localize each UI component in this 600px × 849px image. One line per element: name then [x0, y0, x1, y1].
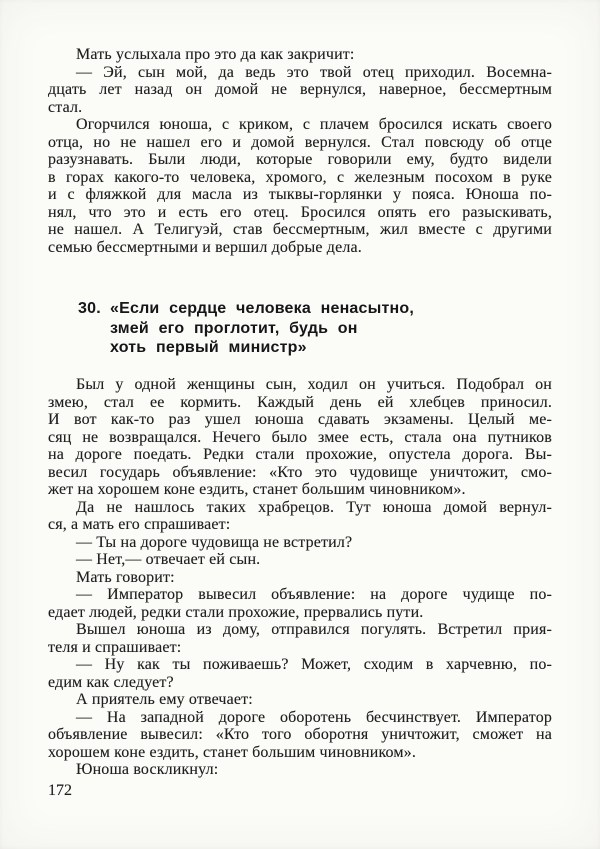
- text-line: змею, стал ее кормить. Каждый день ей хлебцев приносил.: [48, 393, 552, 411]
- text-line: — Эй, сын мой, да ведь это твой отец приходил. Восемна-: [76, 63, 552, 81]
- text-line: Огорчился юноша, с криком, с плачем бросился искать своего: [76, 116, 552, 133]
- page-number: 172: [48, 782, 72, 799]
- text-line: — Нет,— отвечает ей сын.: [76, 551, 261, 568]
- text-line: — На западной дороге оборотень бесчинствует. Император: [76, 708, 552, 726]
- text-line: Мать говорит:: [76, 568, 175, 586]
- text-line: на дороге поедать. Редки стали прохожие, опустела дорога. Вы-: [48, 446, 552, 463]
- text-line: — Император вывесил объявление: на дороге чудище по-: [76, 586, 552, 603]
- text-line: не нашел. А Телигуэй, став бессмертным, жил вместе с другими: [48, 221, 552, 238]
- text-line: Мать услыхала про это да как закричит:: [76, 46, 355, 63]
- text-line: семью бессмертными и вершил добрые дела.: [48, 238, 362, 256]
- text-line: дцать лет назад он домой не вернулся, наверное, бессмертным: [48, 81, 552, 98]
- text-line: объявление вывесил: «Кто того оборотня уничтожит, сможет на: [48, 726, 552, 743]
- text-line: и с фляжкой для масла из тыквы-горлянки у пояса. Юноша по-: [48, 186, 552, 203]
- text-line: отца, но не нашел его и домой вернулся. Стал повсюду об отце: [48, 133, 552, 151]
- text-line: И вот как-то раз ушел юноша сдавать экзамены. Целый ме-: [48, 411, 552, 428]
- text-line: — Ты на дороге чудовища не встретил?: [76, 533, 353, 551]
- text-line: хорошем коне ездить, станет большим чиновником».: [48, 743, 416, 761]
- chapter-title: [110, 299, 414, 358]
- text-line: едает людей, редки стали прохожие, прервались пути.: [48, 603, 424, 621]
- text-line: сяц не возвращался. Нечего было змее есть, стала она путников: [48, 428, 552, 446]
- text-line: Был у одной женщины сын, ходил он учиться. Подобрал он: [76, 376, 552, 393]
- text-line: ся, а мать его спрашивает:: [48, 516, 231, 533]
- tale-body: [48, 376, 552, 779]
- previous-tale-ending: [48, 46, 552, 256]
- text-line: стал.: [48, 98, 83, 116]
- chapter-title-line: хоть первый министр»: [110, 339, 307, 356]
- chapter-number: 30.: [78, 300, 101, 317]
- text-line: — Ну как ты поживаешь? Может, сходим в харчевню, по-: [76, 656, 552, 673]
- text-line: жет на хорошем коне ездить, станет большим чиновником».: [48, 481, 466, 498]
- text-line: нял, что это и есть его отец. Бросился опять его разыскивать,: [48, 203, 552, 221]
- text-line: Вышел юноша из дому, отправился погулять. Встретил прия-: [76, 621, 552, 638]
- chapter-heading: [78, 299, 414, 358]
- chapter-title-line: «Если сердце человека ненасытно,: [110, 300, 415, 317]
- text-line: едим как следует?: [48, 673, 174, 691]
- text-line: Да не нашлось таких храбрецов. Тут юноша домой вернул-: [76, 498, 552, 516]
- text-line: А приятель ему отвечает:: [76, 691, 253, 708]
- chapter-title-line: змей его проглотит, будь он: [110, 319, 358, 337]
- text-line: в горах какого-то человека, хромого, с железным посохом в руке: [48, 168, 552, 186]
- text-line: весил государь объявление: «Кто это чудовище уничтожит, смо-: [48, 463, 552, 481]
- text-line: разузнавать. Были люди, которые говорили ему, будто видели: [48, 151, 552, 168]
- text-line: Юноша воскликнул:: [76, 761, 219, 778]
- text-line: теля и спрашивает:: [48, 638, 182, 656]
